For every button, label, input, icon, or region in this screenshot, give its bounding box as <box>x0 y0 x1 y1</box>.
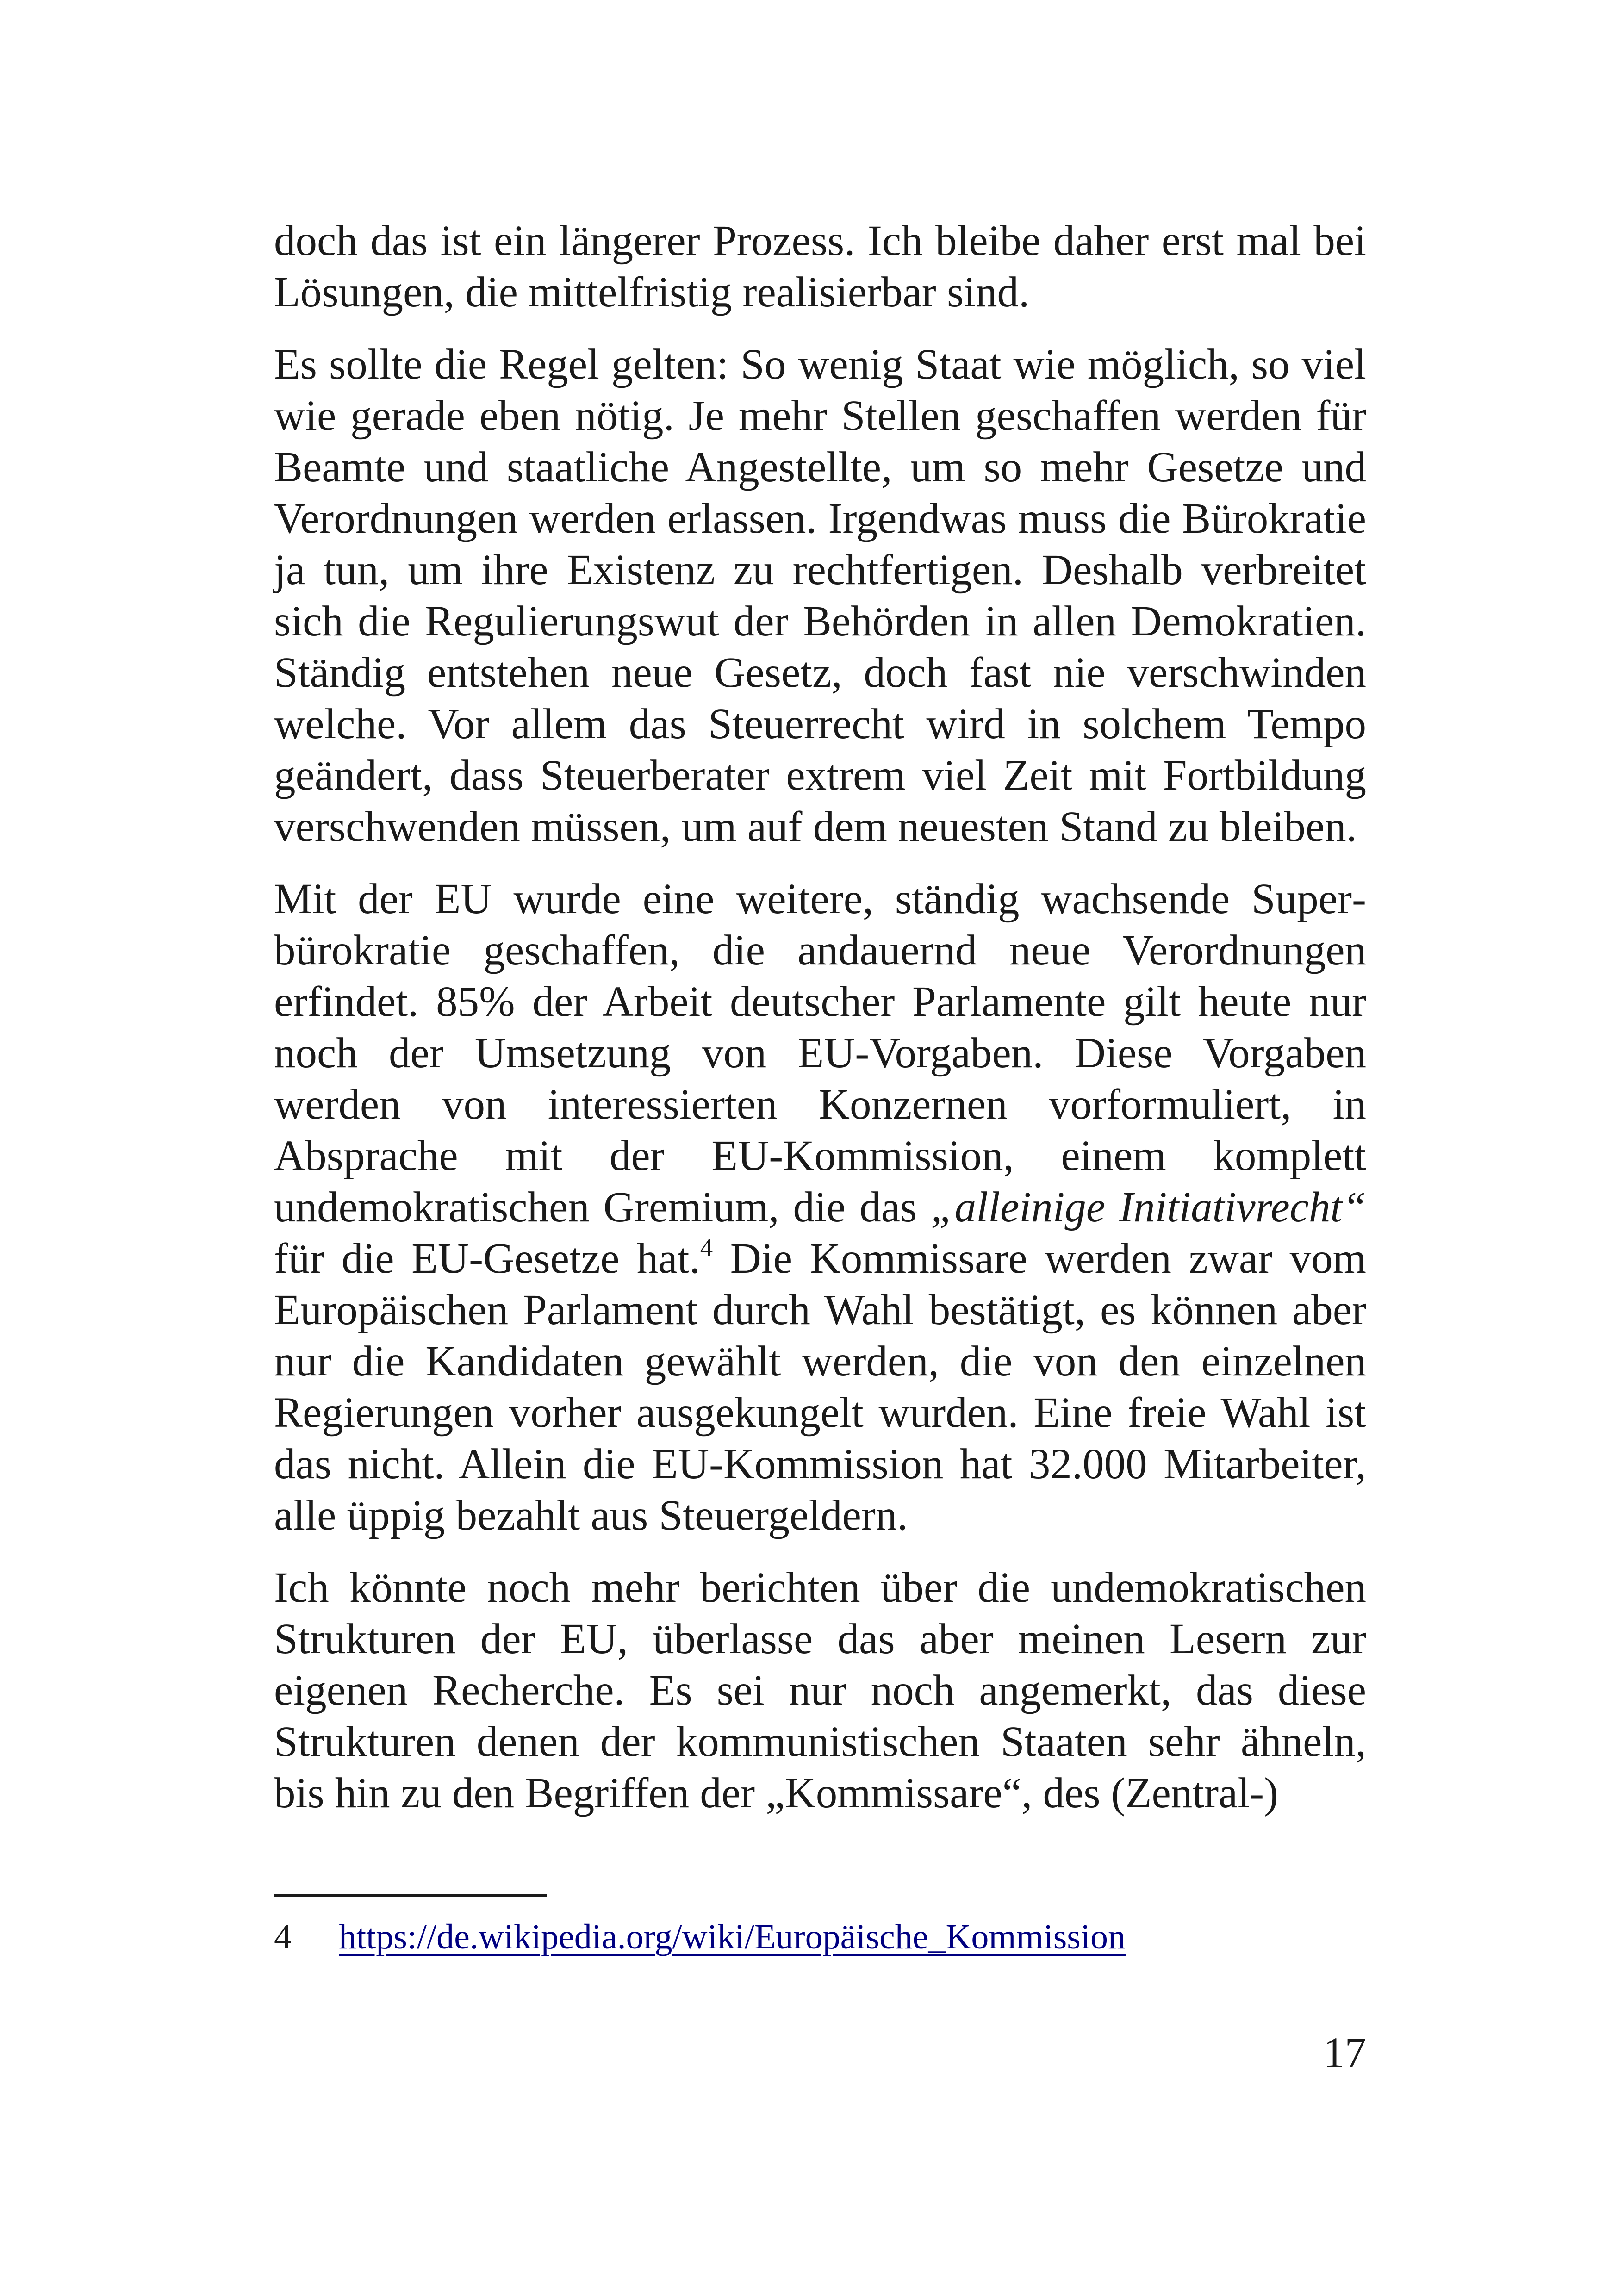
paragraph-3-rest: Die Kommissare werden zwar vom Europäischen Parlament durch Wahl bestätigt, es können aber nur die Kandidaten gewählt werden, die von den einzelnen Regierungen vorher ausgekungelt wurden. Eine freie Wahl ist das nicht. Allein die EU-Kommission hat 32.000 Mitarbeiter, alle üppig bezahlt aus Steuergeldern. <box>274 1235 1366 1539</box>
page-number: 17 <box>1323 2029 1366 2077</box>
quoted-term: „alleinige Initiativrecht“ <box>931 1183 1366 1231</box>
paragraph-3-text: Mit der EU wurde eine weitere, ständig wachsende Superbürokratie geschaffen, die andauernd neue Verordnungen erfindet. 85% der Arbeit deutscher Parlamente gilt heute nur noch der Umsetzung von EU-Vorgaben. Diese Vorgaben werden von interessierten Konzernen vorformuliert, in Absprache mit der EU-Kommission, einem komplett undemokratischen Gremium, die das <box>274 875 1366 1231</box>
footnote-number: 4 <box>274 1917 292 1956</box>
paragraph-4: Ich könnte noch mehr berichten über die undemokratischen Strukturen der EU, überlasse das aber meinen Lesern zur eigenen Recherche. Es sei nur noch angemerkt, das diese Strukturen denen der kommunistischen Staaten sehr ähneln, bis hin zu den Begriffen der „Kommissare“, des (Zentral-) <box>274 1564 1366 1817</box>
footnote-link[interactable]: https://de.wikipedia.org/wiki/Europäische_Kommission <box>339 1917 1126 1956</box>
footnote-separator <box>274 1894 547 1897</box>
footnote-reference[interactable]: 4 <box>700 1233 713 1262</box>
paragraph-3-mid: für die EU-Gesetze hat. <box>274 1235 700 1282</box>
footnote <box>274 1916 1366 1958</box>
body-text <box>274 215 1366 1819</box>
paragraph-2: Es sollte die Regel gelten: So wenig Staat wie möglich, so viel wie gerade eben nötig. Je mehr Stellen geschaffen werden für Beamte und staatliche Angestellte, um so mehr Gesetze und Verordnungen werden erlassen. Irgendwas muss die Bürokratie ja tun, um ihre Existenz zu rechtfertigen. Deshalb verbreitet sich die Regulierungswut der Behörden in allen Demokratien. Ständig entstehen neue Gesetz, doch fast nie verschwinden welche. Vor allem das Steuerrecht wird in solchem Tempo geändert, dass Steuerberater extrem viel Zeit mit Fortbildung verschwenden müssen, um auf dem neuesten Stand zu bleiben. <box>274 341 1366 851</box>
paragraph-1: doch das ist ein längerer Prozess. Ich bleibe daher erst mal bei Lösungen, die mittelfristig realisierbar sind. <box>274 217 1366 316</box>
paragraph-3 <box>274 873 1366 1541</box>
